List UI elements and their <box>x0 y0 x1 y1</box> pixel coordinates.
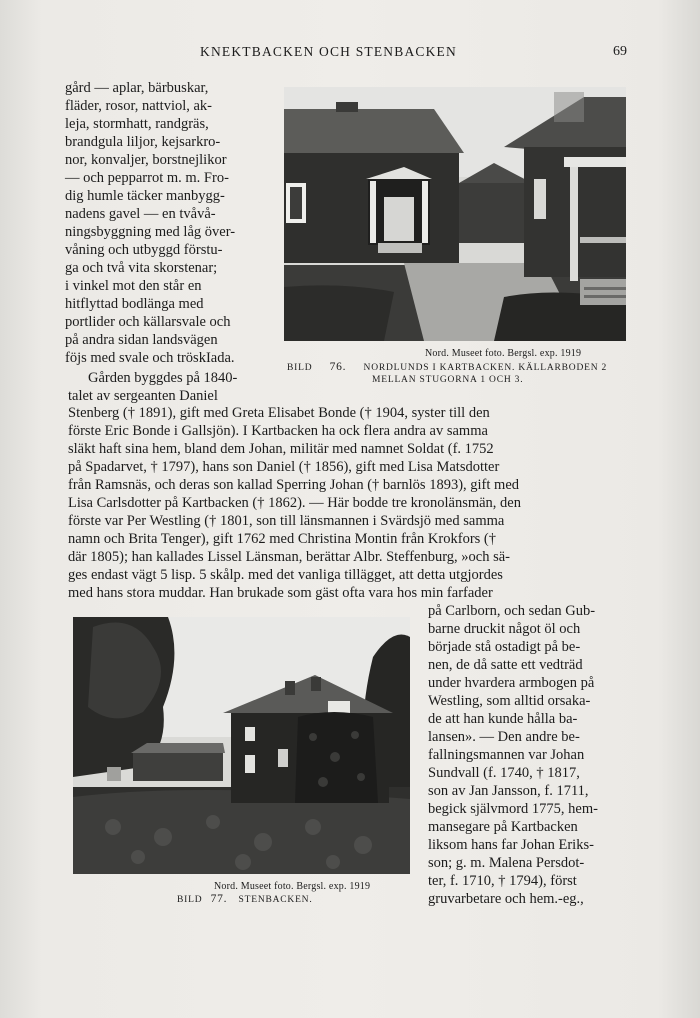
figure-77-number: 77. <box>210 893 228 905</box>
text-line: nadens gavel — en tvåvå- <box>65 206 216 222</box>
text-line: ga och två vita skorstenar; <box>65 260 218 276</box>
text-line: mansegare på Kartbacken <box>428 819 578 835</box>
text-line: Lisa Carlsdotter på Kartbacken († 1862). — Här bodde tre kronolänsmän, den <box>68 495 521 511</box>
figure-76-number: 76. <box>329 361 347 373</box>
figure-76-credit: Nord. Museet foto. Bergsl. exp. 1919 <box>425 348 582 359</box>
text-line: de att han kunde hålla ba- <box>428 711 578 727</box>
text-line: där 1805); han kallades Lissel Länsman, berättar Albr. Steffenburg, »och sä- <box>68 549 510 565</box>
text-line: hitflyttad bodlänga med <box>65 296 204 312</box>
text-line: son av Jan Jansson, f. 1711, <box>428 783 589 799</box>
figure-76-label: BILD <box>287 363 313 373</box>
figure-77-label: BILD <box>177 895 203 905</box>
text-line: våning och utbyggd förstu- <box>65 242 223 258</box>
text-line: portlider och källarsvale och <box>65 314 231 330</box>
text-line: talet av sergeanten Daniel <box>68 388 218 404</box>
text-line: dig humle täcker manbygg- <box>65 188 225 204</box>
figure-76-photo <box>284 87 626 341</box>
text-line: fallningsmannen var Johan <box>428 747 585 763</box>
figure-77-photo <box>73 617 410 874</box>
text-line: leja, stormhatt, randgräs, <box>65 116 209 132</box>
text-line: släkt haft sina hem, bland dem Johan, militär med namnet Soldat (f. 1752 <box>68 441 494 457</box>
text-line: förste Eric Bonde i Gallsjön). I Kartbacken ha ock flera andra av samma <box>68 423 488 439</box>
text-line: lansen». — Den andre be- <box>428 729 580 745</box>
running-title: KNEKTBACKEN OCH STENBACKEN <box>200 44 457 59</box>
text-line: Westling, som alltid orsaka- <box>428 693 591 709</box>
text-line: fläder, rosor, nattviol, ak- <box>65 98 213 114</box>
text-line: ningsbyggning med låg över- <box>65 224 236 240</box>
text-line: — och pepparrot m. m. Fro- <box>65 170 229 186</box>
text-line: Sundvall (f. 1740, † 1817, <box>428 765 580 781</box>
figure-76-caption-line1: NORDLUNDS I KARTBACKEN. KÄLLARBODEN 2 <box>363 363 608 373</box>
text-line: nen, de då satte ett vedträd <box>428 657 583 673</box>
figure-77-caption <box>177 893 313 906</box>
text-line: i vinkel mot den står en <box>65 278 202 294</box>
text-line: förste var Per Westling († 1801, son till länsmannen i Svärdsjö med samma <box>68 513 505 529</box>
text-line: liksom hans far Johan Eriks- <box>428 837 594 853</box>
text-line: under hvardera armbogen på <box>428 675 595 691</box>
figure-76-caption <box>287 361 607 374</box>
text-line: namn och Brita Tenger), gift 1762 med Christina Montin från Krokfors († <box>68 531 496 547</box>
text-line: begick självmord 1775, hem- <box>428 801 598 817</box>
figure-76-caption-line2: MELLAN STUGORNA 1 OCH 3. <box>372 375 524 385</box>
text-line: med hans stora muddar. Han brukade som gäst ofta vara hos min farfader <box>68 585 493 601</box>
text-line: ter, f. 1710, † 1794), först <box>428 873 577 889</box>
text-line: gruvarbetare och hem.-eg., <box>428 891 584 907</box>
text-line: började stå ostadigt på be- <box>428 639 581 655</box>
text-line: föjs med svale och tröskIada. <box>65 350 235 366</box>
text-line: brandgula liljor, kejsarkro- <box>65 134 221 150</box>
text-line: Gården byggdes på 1840- <box>88 370 238 386</box>
text-line: son; g. m. Malena Persdot- <box>428 855 585 871</box>
text-line: gård — aplar, bärbuskar, <box>65 80 209 96</box>
text-line: på Spadarvet, † 1797), hans son Daniel († 1856), gift med Lisa Matsdotter <box>68 459 500 475</box>
text-line: på Carlborn, och sedan Gub- <box>428 603 596 619</box>
text-line: Stenberg († 1891), gift med Greta Elisabet Bonde († 1904, syster till den <box>68 405 490 421</box>
text-line: på andra sidan landsvägen <box>65 332 218 348</box>
page-header <box>0 44 700 64</box>
text-line: nor, konvaljer, borstnejlikor <box>65 152 227 168</box>
text-line: barne druckit något öl och <box>428 621 581 637</box>
figure-77-credit: Nord. Museet foto. Bergsl. exp. 1919 <box>214 881 371 892</box>
text-line: ges endast vägt 5 lisp. 5 skålp. med det vanliga tillägget, att detta utgjordes <box>68 567 503 583</box>
figure-77-caption-line1: STENBACKEN. <box>238 895 313 905</box>
page-number: 69 <box>613 44 627 59</box>
text-line: från Ramsnäs, och deras son kallad Sperring Johan († barnlös 1893), gift med <box>68 477 520 493</box>
